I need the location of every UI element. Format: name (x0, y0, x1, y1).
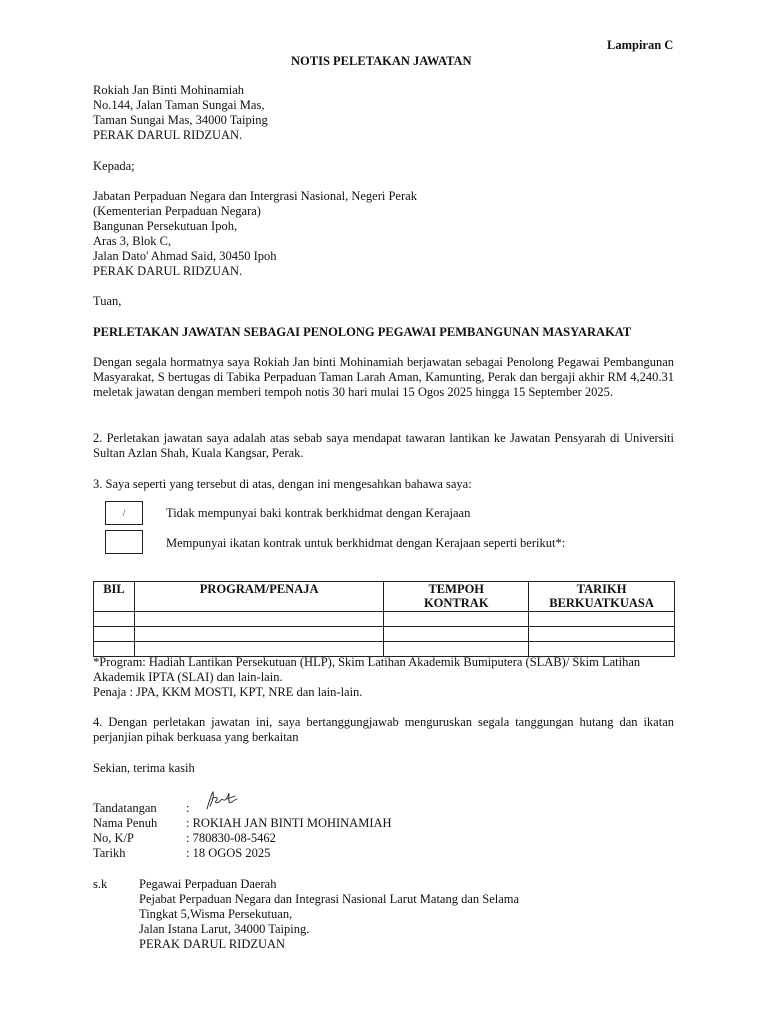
ic-row (93, 831, 276, 846)
ic-label: No, K/P (93, 831, 134, 845)
col-header-bil: BIL (94, 582, 135, 612)
subject-heading: PERLETAKAN JAWATAN SEBAGAI PENOLONG PEGAWAI PEMBANGUNAN MASYARAKAT (93, 325, 632, 339)
address-line: (Kementerian Perpaduan Negara) (93, 204, 261, 218)
address-line: No.144, Jalan Taman Sungai Mas, (93, 98, 265, 112)
salutation: Tuan, (93, 294, 122, 308)
date-label: Tarikh (93, 846, 126, 860)
date-value: : 18 OGOS 2025 (186, 846, 271, 860)
footnote-program: *Program: Hadiah Lantikan Persekutuan (HLP), Skim Latihan Akademik Bumiputera (SLAB)/ Skim Latihan Akademik IPTA (SLAI) dan lain-lain. (93, 655, 641, 684)
table-header-row (94, 582, 675, 612)
paragraph-3: 3. Saya seperti yang tersebut di atas, dengan ini mengesahkan bahawa saya: (93, 477, 472, 491)
table-cell[interactable] (134, 627, 383, 642)
table-cell[interactable] (384, 612, 529, 627)
address-line: Pejabat Perpaduan Negara dan Integrasi Nasional Larut Matang dan Selama (139, 892, 520, 906)
table-cell[interactable] (529, 612, 675, 627)
address-line: Bangunan Persekutuan Ipoh, (93, 219, 238, 233)
address-line: PERAK DARUL RIDZUAN. (93, 264, 243, 278)
paragraph-2: 2. Perletakan jawatan saya adalah atas sebab saya mendapat tawaran lantikan ke Jawatan Pensyarah di Universiti Sultan Azlan Shah, Kuala Kangsar, Perak. (93, 431, 674, 460)
table-cell[interactable] (529, 627, 675, 642)
option-checkbox-2[interactable] (105, 530, 143, 554)
address-line: Taman Sungai Mas, 34000 Taiping (93, 113, 268, 127)
table-row (94, 612, 675, 627)
signature-row (93, 801, 190, 816)
recipient-address (93, 189, 417, 279)
option-label-1: Tidak mempunyai baki kontrak berkhidmat dengan Kerajaan (166, 506, 471, 520)
document-title: NOTIS PELETAKAN JAWATAN (291, 54, 472, 68)
col-header-tarikh-text: TARIKH BERKUATKUASA (549, 582, 654, 610)
address-line: Tingkat 5,Wisma Persekutuan, (139, 907, 293, 921)
col-header-tempoh (384, 582, 529, 612)
ic-value: : 780830-08-5462 (186, 831, 276, 845)
address-line: Rokiah Jan Binti Mohinamiah (93, 83, 245, 97)
address-line: Jabatan Perpaduan Negara dan Intergrasi Nasional, Negeri Perak (93, 189, 417, 203)
col-header-tempoh-text: TEMPOH KONTRAK (423, 582, 489, 610)
table-cell[interactable] (94, 612, 135, 627)
address-line: Aras 3, Blok C, (93, 234, 172, 248)
sk-address (139, 877, 519, 952)
table-cell[interactable] (384, 627, 529, 642)
footnote-penaja: Penaja : JPA, KKM MOSTI, KPT, NRE dan lain-lain. (93, 685, 363, 699)
sk-label: s.k (93, 877, 108, 891)
address-line: Jalan Dato' Ahmad Said, 30450 Ipoh (93, 249, 277, 263)
address-line: PERAK DARUL RIDZUAN (139, 937, 286, 951)
table-cell[interactable] (94, 627, 135, 642)
name-label: Nama Penuh (93, 816, 158, 830)
col-header-tarikh (529, 582, 675, 612)
address-line: Jalan Istana Larut, 34000 Taiping. (139, 922, 310, 936)
address-line: PERAK DARUL RIDZUAN. (93, 128, 243, 142)
name-row (93, 816, 392, 831)
table-row (94, 627, 675, 642)
option-label-2: Mempunyai ikatan kontrak untuk berkhidmat dengan Kerajaan seperti berikut*: (166, 536, 566, 550)
option-checkbox-1[interactable]: / (105, 501, 143, 525)
table-cell[interactable] (134, 612, 383, 627)
signature-block (93, 801, 392, 861)
handwritten-signature (204, 790, 240, 812)
paragraph-1: Dengan segala hormatnya saya Rokiah Jan binti Mohinamiah berjawatan sebagai Penolong Pegawai Pembangunan Masyarakat, S bertugas di Tabika Perpaduan Taman Larah Aman, Kamunting, Perak dan bergaji akhir RM 4,240.31 meletak jawatan dengan memberi tempoh notis 30 hari mulai 15 Ogos 2025 hingga 15 September 2025. (93, 355, 674, 399)
address-line: Pegawai Perpaduan Daerah (139, 877, 277, 891)
paragraph-4: 4. Dengan perletakan jawatan ini, saya bertanggungjawab menguruskan segala tanggungan hutang dan ikatan perjanjian pihak berkuasa yang berkaitan (93, 715, 674, 744)
sender-address (93, 83, 268, 143)
kepada-label: Kepada; (93, 159, 135, 173)
lampiran-label: Lampiran C (607, 38, 674, 52)
date-row (93, 846, 271, 861)
signature-colon: : (186, 801, 190, 815)
contract-table (93, 581, 675, 657)
closing-text: Sekian, terima kasih (93, 761, 195, 775)
signature-label: Tandatangan (93, 801, 157, 815)
name-value: : ROKIAH JAN BINTI MOHINAMIAH (186, 816, 392, 830)
col-header-program: PROGRAM/PENAJA (134, 582, 383, 612)
